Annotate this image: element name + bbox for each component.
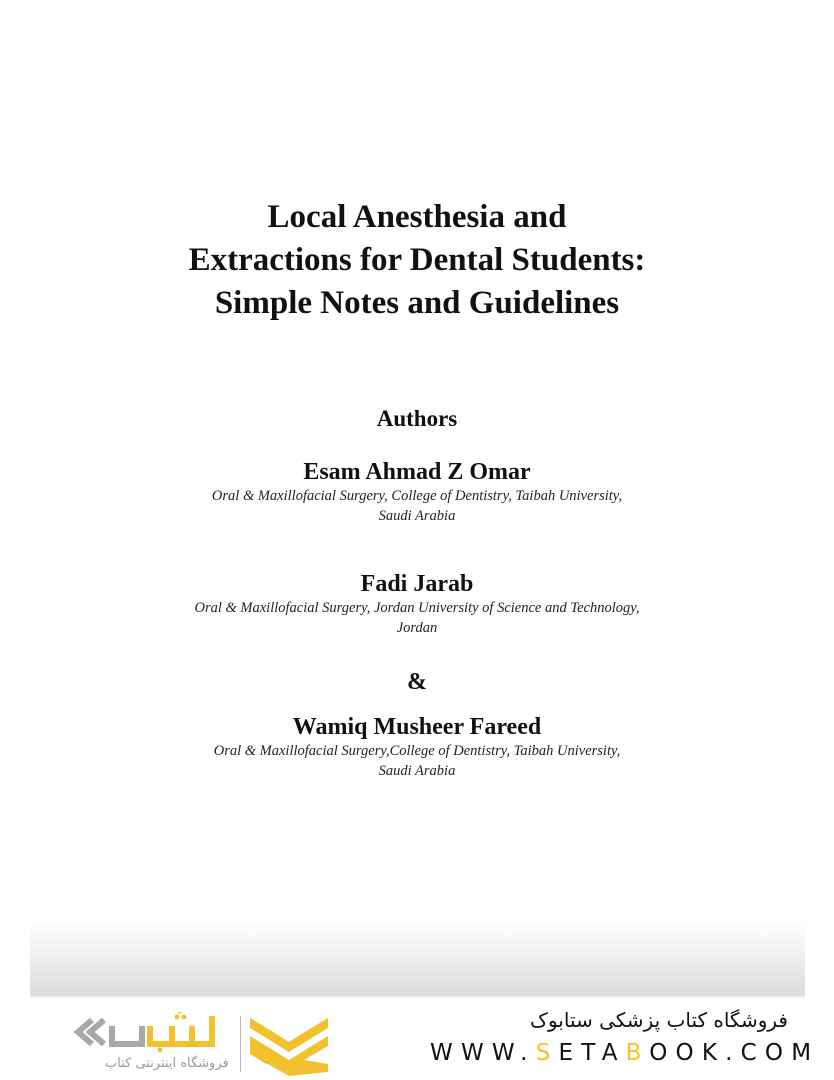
logo-divider (240, 1016, 241, 1072)
setabook-logo (60, 1012, 340, 1077)
author-affiliation: Oral & Maxillofacial Surgery,College of Dentistry, Taibah University, (213, 743, 621, 759)
ampersand: & (407, 669, 427, 695)
logo-subtitle: فروشگاه اینترنتی کتاب (105, 1056, 229, 1071)
store-name: فروشگاه کتاب پزشکی ستابوک (530, 1008, 788, 1032)
url-part: WWW. (430, 1040, 536, 1066)
footer-gradient-band (30, 920, 805, 996)
author-affiliation-country: Jordan (396, 620, 438, 636)
url-part: OOK.COM (649, 1040, 820, 1066)
title-line-2: Extractions for Dental Students: (188, 242, 646, 278)
url-part-highlight: S (535, 1040, 559, 1066)
title-line-3: Simple Notes and Guidelines (214, 285, 620, 321)
book-title (0, 196, 834, 325)
author-name: Fadi Jarab (360, 571, 474, 597)
title-line-1: Local Anesthesia and (267, 199, 567, 235)
chevron-logo-icon (250, 1014, 328, 1076)
author-block-2 (0, 570, 834, 638)
store-url[interactable] (430, 1040, 819, 1066)
author-block-3 (0, 713, 834, 781)
author-affiliation: Oral & Maxillofacial Surgery, Jordan University of Science and Technology, (194, 600, 640, 616)
authors-heading: Authors (376, 406, 458, 431)
author-name: Esam Ahmad Z Omar (303, 459, 531, 485)
footer-band-edge (30, 996, 805, 998)
author-affiliation-country: Saudi Arabia (378, 508, 456, 524)
url-part-highlight: B (625, 1040, 650, 1066)
author-affiliation: Oral & Maxillofacial Surgery, College of Dentistry, Taibah University, (211, 488, 623, 504)
author-affiliation-country: Saudi Arabia (378, 763, 456, 779)
setabook-wordmark-icon (72, 1012, 232, 1052)
author-name: Wamiq Musheer Fareed (292, 714, 542, 740)
url-part: ETA (558, 1040, 626, 1066)
author-block-1 (0, 458, 834, 526)
